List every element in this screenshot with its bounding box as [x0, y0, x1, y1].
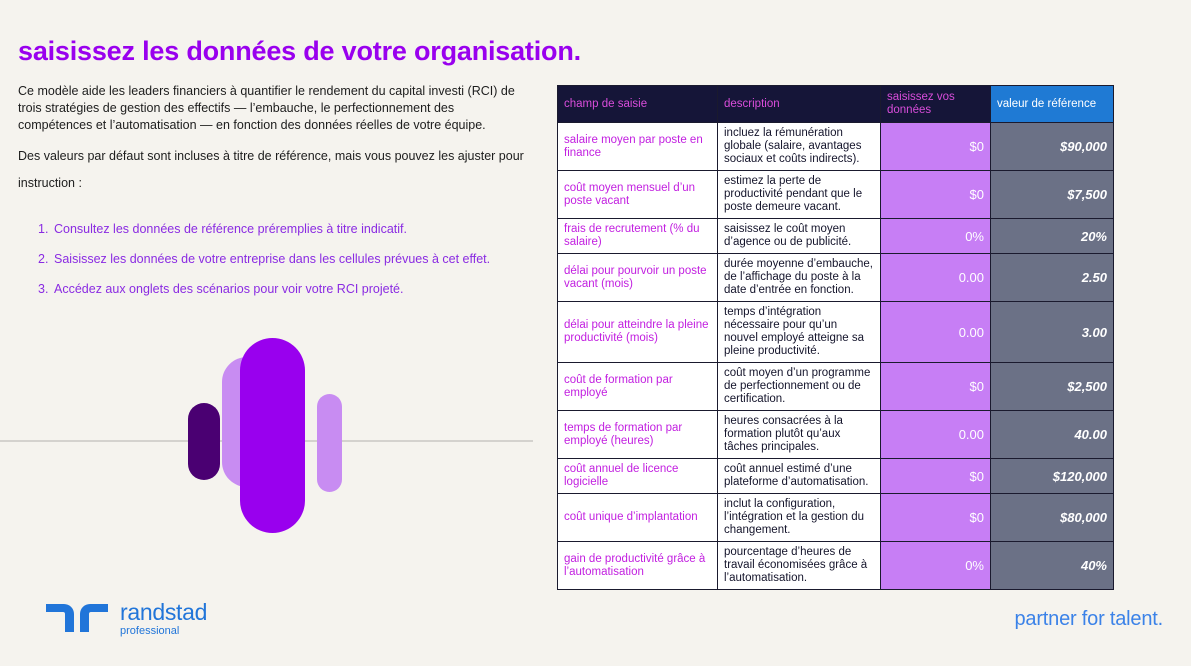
field-label-cell: coût moyen mensuel d’un poste vacant — [558, 171, 718, 219]
user-input-cell[interactable]: $0 — [881, 171, 991, 219]
randstad-tulip-icon — [46, 600, 108, 637]
table-row — [558, 219, 1114, 254]
instruction-text-2: Saisissez les données de votre entreprise dans les cellules prévues à cet effet. — [54, 252, 491, 266]
description-cell: temps d’intégration nécessaire pour qu’un nouvel employé atteigne sa pleine productivité. — [718, 302, 881, 363]
description-cell: saisissez le coût moyen d’agence ou de publicité. — [718, 219, 881, 254]
user-input-cell[interactable]: $0 — [881, 459, 991, 494]
benchmark-value-cell: 40% — [991, 542, 1114, 590]
instruction-item-2 — [38, 251, 528, 267]
left-content-pane — [0, 0, 581, 666]
description-cell: inclut la configuration, l’intégration et la gestion du changement. — [718, 494, 881, 542]
column-header-input: saisissez vos données — [881, 86, 991, 123]
description-cell: estimez la perte de productivité pendant que le poste demeure vacant. — [718, 171, 881, 219]
intro-paragraph-2: Des valeurs par défaut sont incluses à titre de référence, mais vous pouvez les ajuster pour — [18, 149, 524, 163]
field-label-cell: salaire moyen par poste en finance — [558, 123, 718, 171]
instruction-item-1 — [38, 221, 528, 237]
description-cell: incluez la rémunération globale (salaire, avantages sociaux et coûts indirects). — [718, 123, 881, 171]
instruction-number-3: 3. — [38, 282, 49, 296]
field-label-cell: coût de formation par employé — [558, 363, 718, 411]
input-data-table — [557, 85, 1114, 590]
decorative-pill-violet-main — [240, 338, 305, 533]
field-label-cell: délai pour atteindre la pleine productivité (mois) — [558, 302, 718, 363]
instruction-number-1: 1. — [38, 222, 49, 236]
intro-paragraph-3: instruction : — [18, 176, 82, 190]
description-cell: coût annuel estimé d’une plateforme d’automatisation. — [718, 459, 881, 494]
field-label-cell: gain de productivité grâce à l’automatisation — [558, 542, 718, 590]
table-row — [558, 171, 1114, 219]
field-label-cell: frais de recrutement (% du salaire) — [558, 219, 718, 254]
field-label-cell: coût annuel de licence logicielle — [558, 459, 718, 494]
column-header-field: champ de saisie — [558, 86, 718, 123]
benchmark-value-cell: 3.00 — [991, 302, 1114, 363]
column-header-description: description — [718, 86, 881, 123]
instruction-number-2: 2. — [38, 252, 49, 266]
benchmark-value-cell: 40.00 — [991, 411, 1114, 459]
instruction-text-1: Consultez les données de référence préremplies à titre indicatif. — [54, 222, 407, 236]
decorative-pills-graphic — [0, 300, 420, 570]
user-input-cell[interactable]: 0.00 — [881, 411, 991, 459]
intro-paragraph-1: Ce modèle aide les leaders financiers à quantifier le rendement du capital investi (RCI) de trois stratégies de gestion des effectifs — l’embauche, le perfectionnement des compétences et l’automatisation — en fonction des données réelles de votre équipe. — [18, 84, 515, 132]
randstad-wordmark — [120, 598, 208, 637]
randstad-brand-name: randstad — [120, 598, 208, 625]
page-title: saisissez les données de votre organisation. — [18, 36, 581, 67]
randstad-logo — [46, 600, 207, 637]
decorative-pill-light-right — [317, 394, 342, 492]
column-header-benchmark: valeur de référence — [991, 86, 1114, 123]
benchmark-value-cell: 20% — [991, 219, 1114, 254]
benchmark-value-cell: $90,000 — [991, 123, 1114, 171]
intro-text-block — [18, 83, 530, 206]
randstad-brand-subtitle: professional — [120, 624, 180, 637]
field-label-cell: délai pour pourvoir un poste vacant (mois) — [558, 254, 718, 302]
description-cell: pourcentage d’heures de travail économisées grâce à l’automatisation. — [718, 542, 881, 590]
table-row — [558, 459, 1114, 494]
instruction-text-3: Accédez aux onglets des scénarios pour voir votre RCI projeté. — [54, 282, 404, 296]
user-input-cell[interactable]: 0.00 — [881, 302, 991, 363]
benchmark-value-cell: $2,500 — [991, 363, 1114, 411]
user-input-cell[interactable]: 0% — [881, 219, 991, 254]
user-input-cell[interactable]: $0 — [881, 123, 991, 171]
user-input-cell[interactable]: 0% — [881, 542, 991, 590]
brand-tagline: partner for talent. — [1014, 608, 1163, 630]
table-row — [558, 254, 1114, 302]
user-input-cell[interactable]: $0 — [881, 494, 991, 542]
instruction-item-3 — [38, 281, 528, 297]
user-input-cell[interactable]: $0 — [881, 363, 991, 411]
field-label-cell: temps de formation par employé (heures) — [558, 411, 718, 459]
description-cell: durée moyenne d’embauche, de l’affichage du poste à la date d’entrée en fonction. — [718, 254, 881, 302]
table-row — [558, 123, 1114, 171]
description-cell: coût moyen d’un programme de perfectionnement ou de certification. — [718, 363, 881, 411]
instruction-list — [38, 221, 528, 311]
table-row — [558, 542, 1114, 590]
benchmark-value-cell: $7,500 — [991, 171, 1114, 219]
table-row — [558, 411, 1114, 459]
decorative-pill-dark-small — [188, 403, 220, 480]
user-input-cell[interactable]: 0.00 — [881, 254, 991, 302]
benchmark-value-cell: $80,000 — [991, 494, 1114, 542]
table-body — [558, 123, 1114, 590]
table-row — [558, 363, 1114, 411]
description-cell: heures consacrées à la formation plutôt qu’aux tâches principales. — [718, 411, 881, 459]
table-header-row — [558, 86, 1114, 123]
benchmark-value-cell: 2.50 — [991, 254, 1114, 302]
table-row — [558, 494, 1114, 542]
field-label-cell: coût unique d’implantation — [558, 494, 718, 542]
table-row — [558, 302, 1114, 363]
benchmark-value-cell: $120,000 — [991, 459, 1114, 494]
table-header — [558, 86, 1114, 123]
